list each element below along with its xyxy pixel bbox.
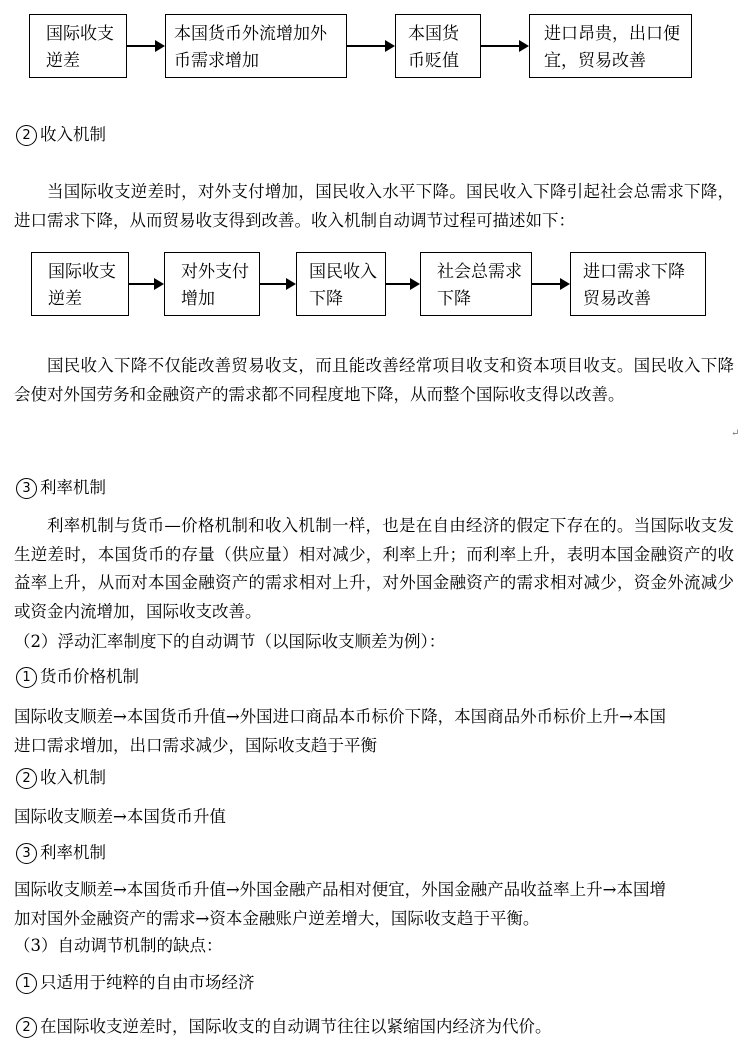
currency-price-heading [16,664,139,690]
flow2-box-income-text: 国民收入下降 [309,262,377,309]
flow2-arrow-3 [386,283,418,285]
drawbacks-heading: （3）自动调节机制的缺点： [14,936,223,955]
floating-income-heading [16,765,106,791]
flow2-box-payment [164,252,260,316]
flow2-box-deficit [31,252,129,316]
flow2-box-import-text: 进口需求下降贸易改善 [583,262,685,309]
circled-number: 3 [16,478,37,499]
flow1-box-deficit-text: 国际收支逆差 [46,24,114,71]
income-mechanism-heading [16,122,106,148]
income-mechanism-title: 收入机制 [40,125,106,144]
floating-interest-title: 利率机制 [40,843,106,862]
circled-number: 2 [16,125,37,146]
flow1-arrow-1 [127,45,163,47]
flow2-arrow-4 [532,283,568,285]
drawback-item-2 [16,1014,552,1040]
currency-price-title: 货币价格机制 [40,667,139,686]
flow2-box-import [570,252,706,316]
interest-mechanism-title: 利率机制 [40,478,106,497]
currency-price-line-2: 进口需求增加，出口需求减少，国际收支趋于平衡 [14,736,377,755]
flow1-box-depreciation [395,14,481,78]
paragraph-mark: ↵ [731,428,740,439]
income-mechanism-paragraph: 当国际收支逆差时，对外支付增加，国民收入水平下降。国民收入下降引起社会总需求下降，进口需求下降，从而贸易收支得到改善。收入机制自动调节过程可描述如下： [14,182,734,230]
flow2-box-payment-text: 对外支付增加 [181,262,249,309]
currency-price-line-1: 国际收支顺差→本国货币升值→外国进口商品本币标价下降，本国商品外币标价上升→本国 [14,707,666,726]
floating-interest-heading [16,840,106,866]
flow2-box-demand-text: 社会总需求下降 [437,262,522,309]
flow1-box-outflow [165,14,347,78]
flow2-arrow-2 [260,283,294,285]
interest-mechanism-heading [16,475,106,501]
floating-income-line-1: 国际收支顺差→本国货币升值 [14,807,226,826]
circled-number: 2 [16,1017,37,1038]
flow1-box-outflow-text: 本国货币外流增加外币需求增加 [174,24,327,71]
flow1-box-deficit [29,14,127,78]
flow1-arrow-3 [481,45,527,47]
circled-number: 2 [16,768,37,789]
flow1-arrow-2 [347,45,393,47]
drawback-item-2-text: 在国际收支逆差时，国际收支的自动调节往往以紧缩国内经济为代价。 [40,1017,552,1036]
flow1-box-trade [529,14,692,78]
income-effect-paragraph: 国民收入下降不仅能改善贸易收支，而且能改善经常项目收支和资本项目收支。国民收入下降会使对外国劳务和金融资产的需求都不同程度地下降，从而整个国际收支得以改善。 [14,356,734,404]
flow1-box-depreciation-text: 本国货币贬值 [408,24,459,71]
interest-mechanism-paragraph: 利率机制与货币—价格机制和收入机制一样，也是在自由经济的假定下存在的。当国际收支发生逆差时，本国货币的存量（供应量）相对减少，利率上升；而利率上升，表明本国金融资产的收益率上升，从而对本国金融资产的需求相对上升，对外国金融资产的需求相对减少，资金外流减少或资金内流增加，国际收支改善。 [14,516,734,621]
floating-interest-line-1: 国际收支顺差→本国货币升值→外国金融产品相对便宜，外国金融产品收益率上升→本国增 [14,880,666,899]
flow2-box-demand [420,252,532,316]
flow2-arrow-1 [129,283,162,285]
drawback-item-1 [16,970,255,996]
floating-heading: （2）浮动汇率制度下的自动调节（以国际收支顺差为例）： [14,632,446,651]
flow2-box-income [296,252,386,316]
flow1-box-trade-text: 进口昂贵，出口便宜，贸易改善 [544,24,680,71]
circled-number: 3 [16,843,37,864]
circled-number: 1 [16,973,37,994]
floating-income-title: 收入机制 [40,768,106,787]
circled-number: 1 [16,667,37,688]
floating-interest-line-2: 加对国外金融资产的需求→资本金融账户逆差增大，国际收支趋于平衡。 [14,909,540,928]
drawback-item-1-text: 只适用于纯粹的自由市场经济 [40,973,255,992]
flow2-box-deficit-text: 国际收支逆差 [48,262,116,309]
